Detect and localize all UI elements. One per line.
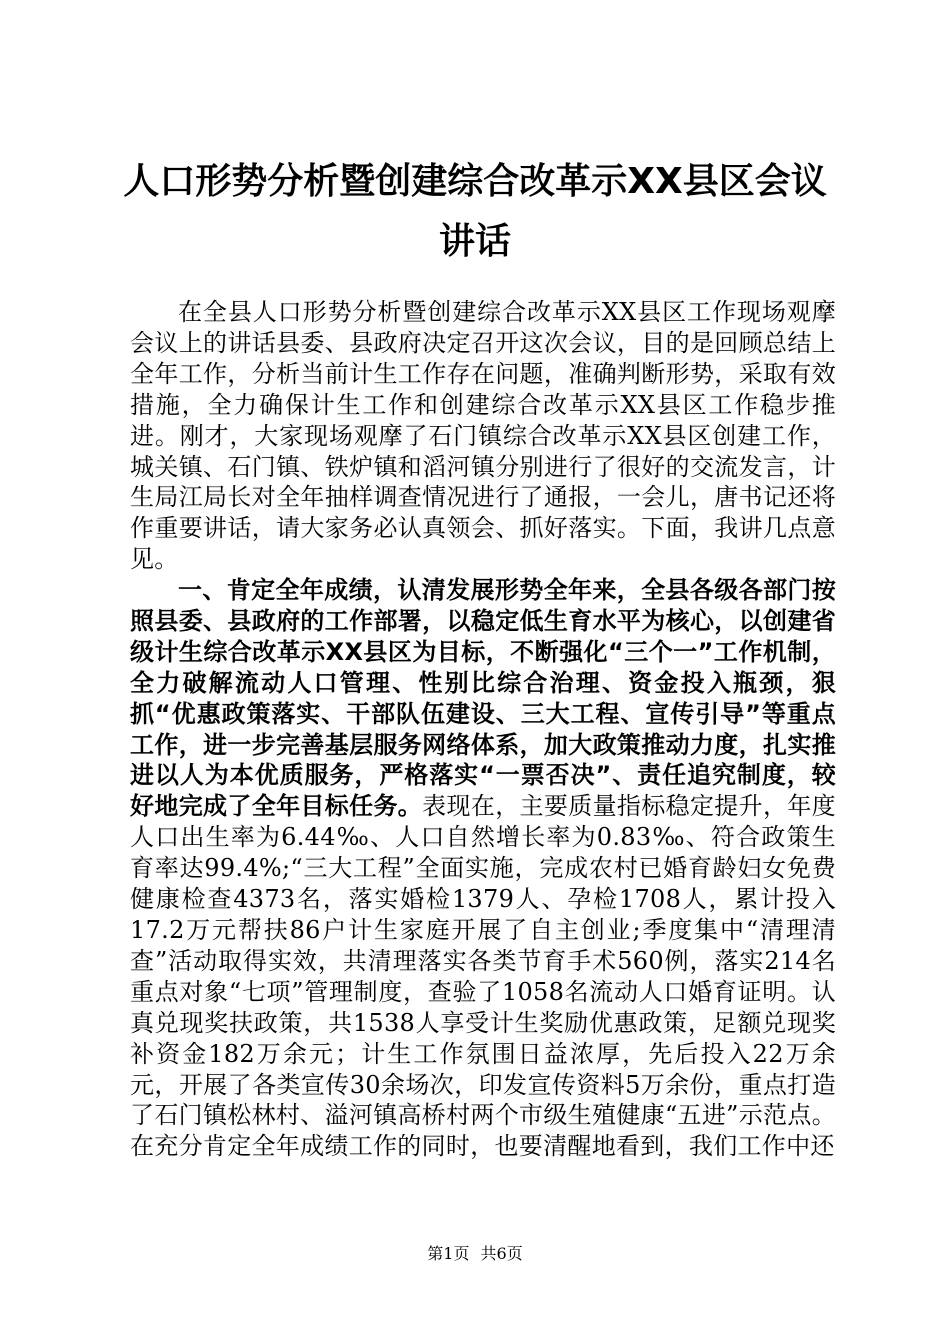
document-title-line-1: 人口形势分析暨创建综合改革示XX县区会议 — [123, 161, 827, 202]
body-paragraph-2 — [130, 575, 836, 1195]
section-body-run: 表现在，主要质量指标稳定提升，年度人口出生率为6.44‰、人口自然增长率为0.83‰、符合政策生育率达99.4%;“三大工程”全面实施，完成农村已婚育龄妇女免费健康检查4373名，落实婚检1379人、孕检1708人，累计投入17.2万元帮扶86户计生家庭开展了自主创业;季度集中“清理清查”活动取得实效，共清理落实各类节育手术560例，落实214名重点对象“七项”管理制度，查验了1058名流动人口婚育证明。认真兑现奖扶政策，共1538人享受计生奖励优惠政策，足额兑现奖补资金182万余元；计生工作氛围日益浓厚，先后投入22万余元，开展了各类宣传30余场次，印发宣传资料5万余份，重点打造了石门镇松林村、溢河镇高桥村两个市级生殖健康“五进”示范点。在充分肯定全年成绩工作的同时，也要清醒地看到，我们工作中还 — [130, 792, 836, 1161]
document-title-line-2: 讲话 — [438, 221, 511, 262]
body-paragraph-1: 在全县人口形势分析暨创建综合改革示XX县区工作现场观摩会议上的讲话县委、县政府决定召开这次会议，目的是回顾总结上全年工作，分析当前计生工作存在问题，准确判断形势，采取有效措施，全力确保计生工作和创建综合改革示XX县区工作稳步推进。刚才，大家现场观摩了石门镇综合改革示XX县区创建工作，城关镇、石门镇、铁炉镇和滔河镇分别进行了很好的交流发言，计生局江局长对全年抽样调查情况进行了通报，一会儿，唐书记还将作重要讲话，请大家务必认真领会、抓好落实。下面，我讲几点意见。 — [130, 298, 836, 574]
page-footer: 第1页 共6页 — [427, 1244, 523, 1263]
section-heading-run: 一、肯定全年成绩，认清发展形势全年来，全县各级各部门按照县委、县政府的工作部署，以稳定低生育水平为核心，以创建省级计生综合改革示XX县区为目标，不断强化“三个一”工作机制，全力破解流动人口管理、性别比综合治理、资金投入瓶颈，狠抓“优惠政策落实、干部队伍建设、三大工程、宣传引导”等重点工作，进一步完善基层服务网络体系，加大政策推动力度，扎实推进以人为本优质服务，严格落实“一票否决”、责任追究制度，较好地完成了全年目标任务。 — [130, 576, 836, 821]
